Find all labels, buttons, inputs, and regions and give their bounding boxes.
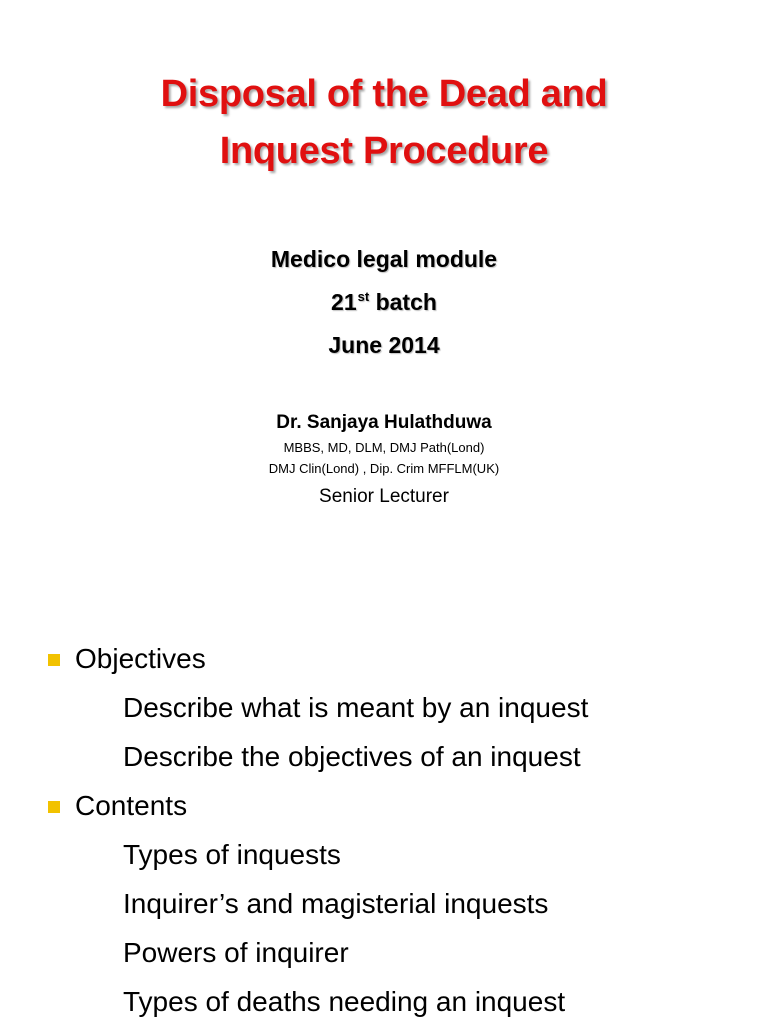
author-qualifications-line-2: DMJ Clin(Lond) , Dip. Crim MFFLM(UK) xyxy=(268,461,500,476)
slide-title-line-2: Inquest Procedure xyxy=(219,130,549,172)
author-qualifications-line-1: MBBS, MD, DLM, DMJ Path(Lond) xyxy=(283,440,485,455)
outline-item: Describe what is meant by an inquest xyxy=(123,692,589,723)
batch-ordinal-suffix: st xyxy=(357,289,370,304)
square-bullet-icon xyxy=(48,654,60,666)
outline-item: Describe the objectives of an inquest xyxy=(123,741,581,772)
square-bullet-icon xyxy=(48,801,60,813)
section-heading-objectives: Objectives xyxy=(75,643,206,674)
batch-word: batch xyxy=(375,289,437,315)
author-name: Dr. Sanjaya Hulathduwa xyxy=(276,412,492,433)
module-name: Medico legal module xyxy=(270,246,498,272)
outline-item: Types of deaths needing an inquest xyxy=(123,986,566,1017)
slide-title-line-1: Disposal of the Dead and xyxy=(160,73,608,115)
outline-item: Inquirer’s and magisterial inquests xyxy=(123,888,549,919)
presentation-date: June 2014 xyxy=(328,332,440,358)
outline-item: Powers of inquirer xyxy=(123,937,349,968)
batch-label xyxy=(0,291,768,314)
section-heading-contents: Contents xyxy=(75,790,188,821)
batch-number: 21 xyxy=(331,289,357,315)
author-role: Senior Lecturer xyxy=(319,486,449,507)
outline-item: Types of inquests xyxy=(123,839,341,870)
